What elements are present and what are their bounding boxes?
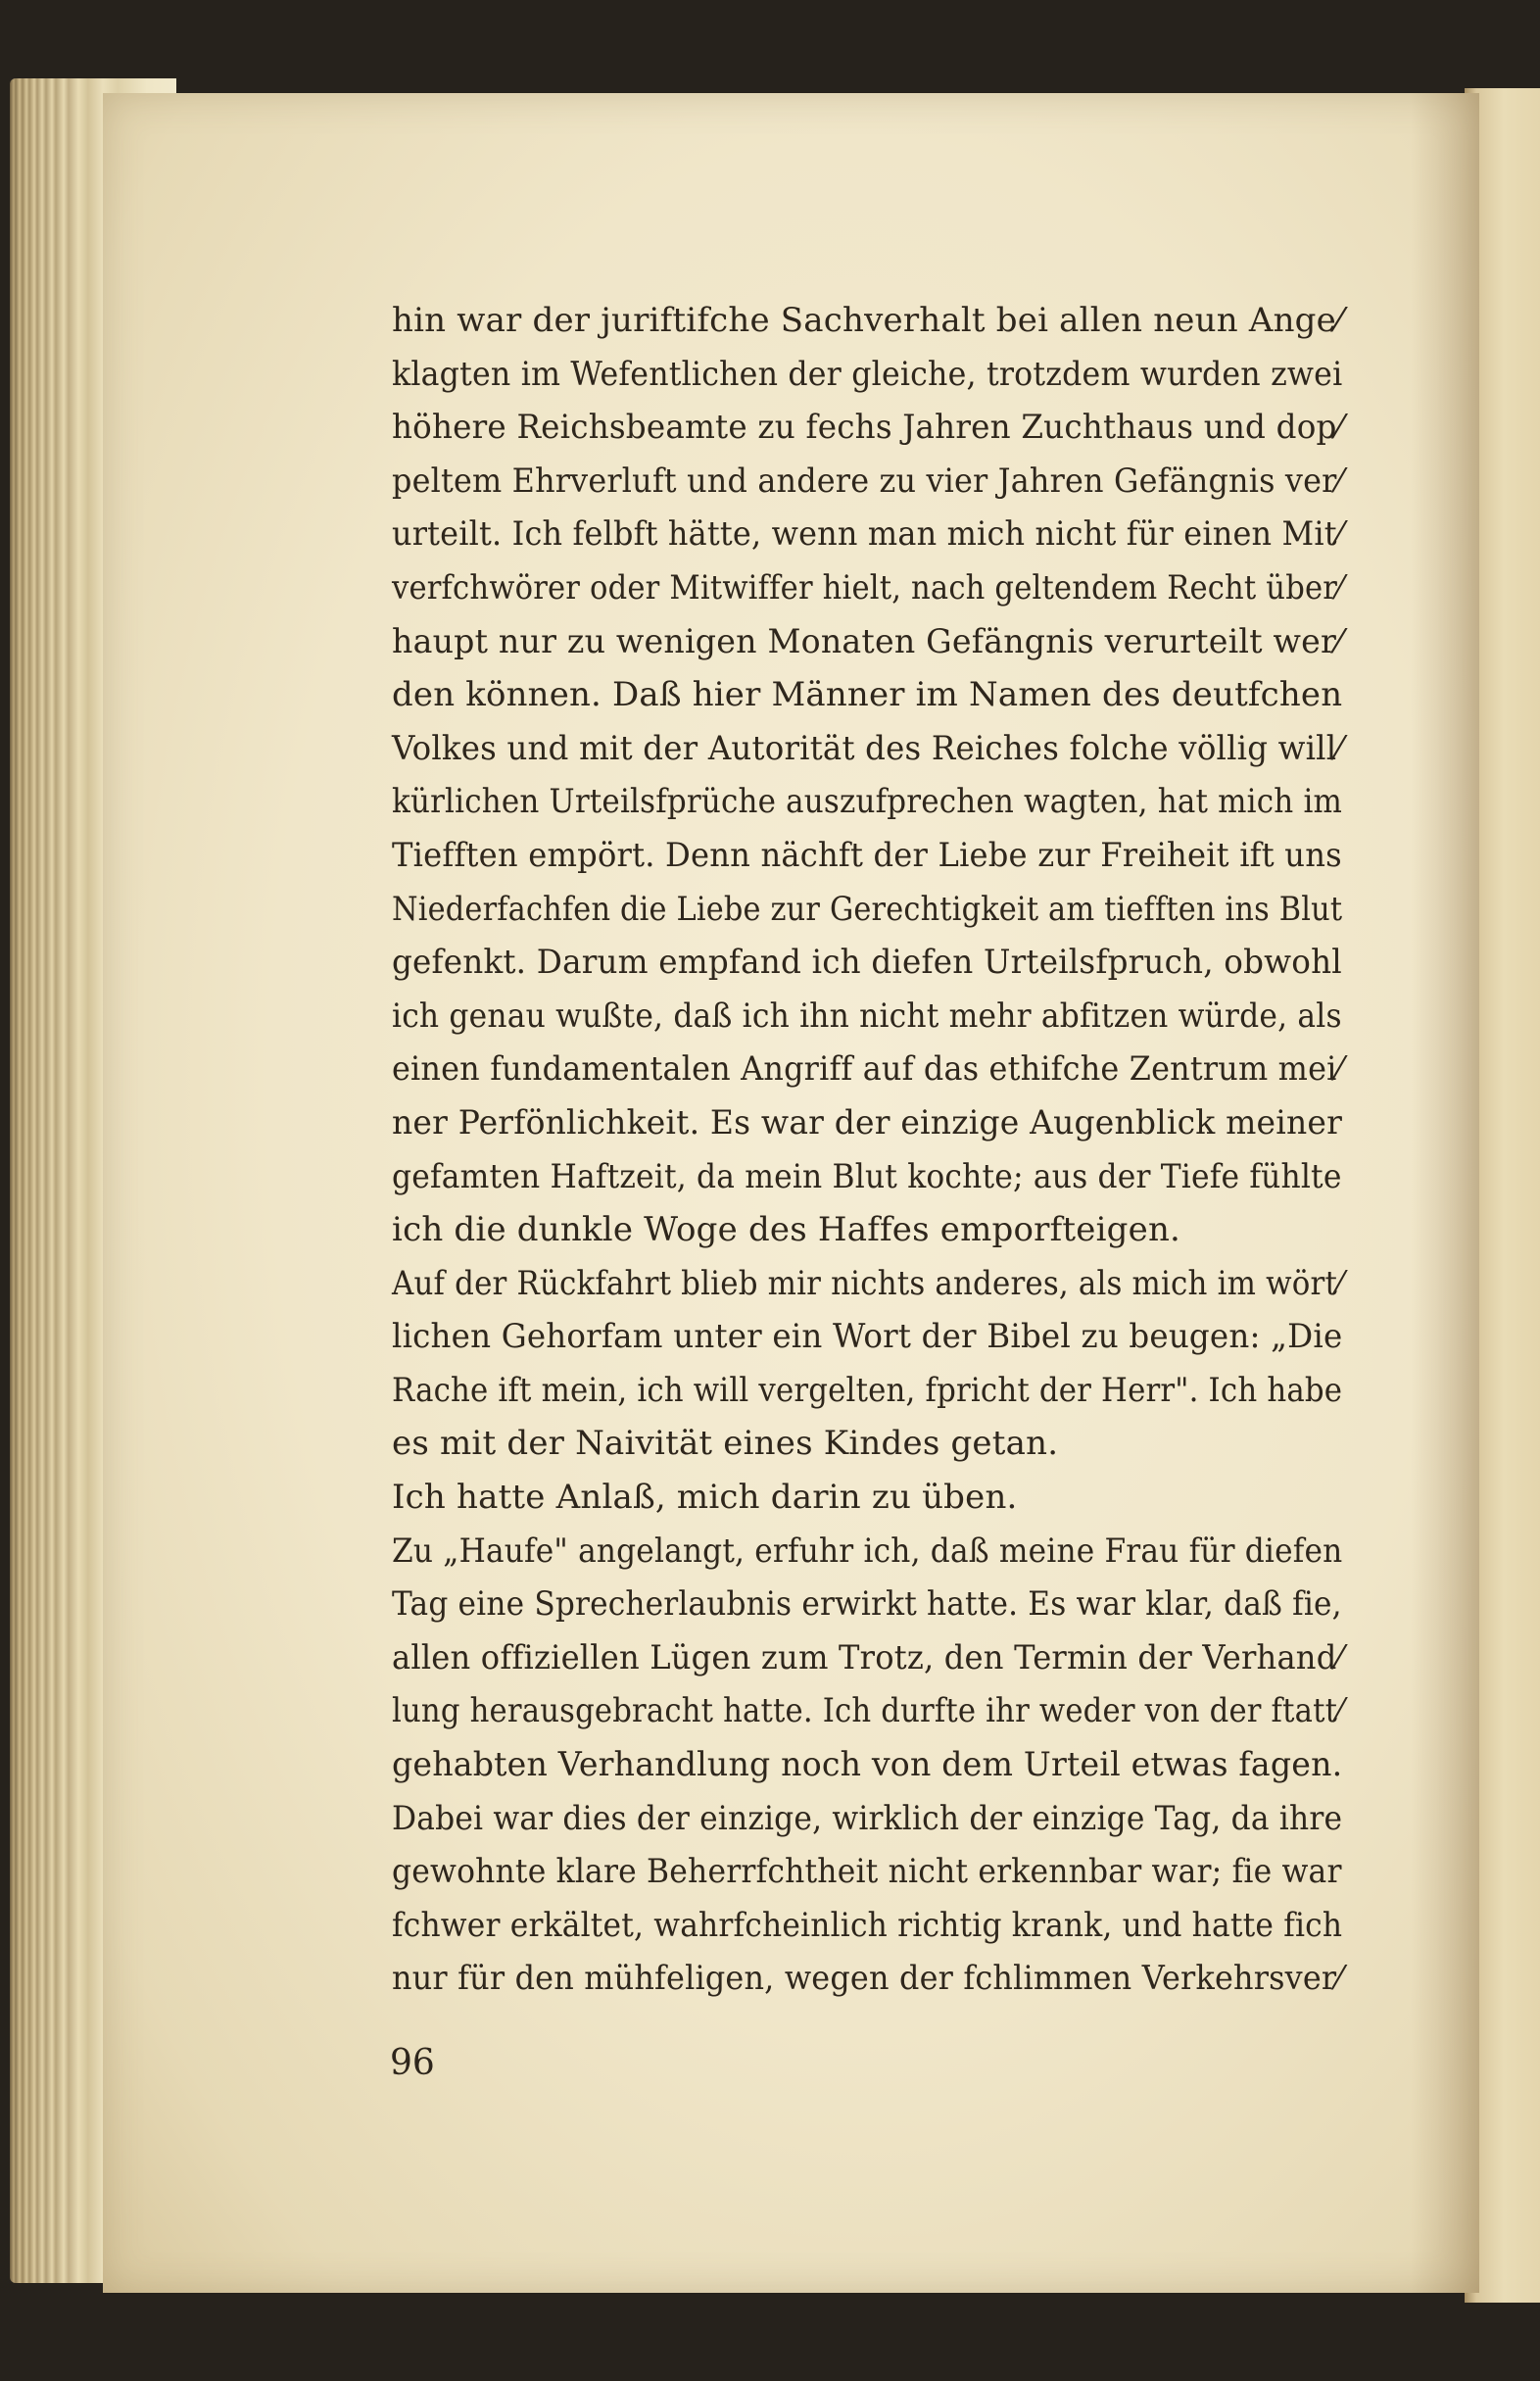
text-line: Niederfachfen die Liebe zur Gerechtigkeit am tiefften ins Blut [392, 889, 1343, 929]
text-line: gefenkt. Darum empfand ich diefen Urteilsfpruch, obwohl [392, 943, 1342, 983]
text-line: hin war der juriftifche Sachverhalt bei allen neun Ange⁄ [392, 301, 1342, 340]
text-line: gewohnte klare Beherrfchtheit nicht erkennbar war; fie war [392, 1852, 1342, 1892]
text-line: klagten im Wefentlichen der gleiche, trotzdem wurden zwei [392, 354, 1343, 394]
text-line: ich genau wußte, daß ich ihn nicht mehr abfitzen würde, als [392, 996, 1342, 1036]
text-line: Dabei war dies der einzige, wirklich der einzige Tag, da ihre [392, 1798, 1343, 1838]
text-line: höhere Reichsbeamte zu fechs Jahren Zuchthaus und dop⁄ [392, 408, 1343, 448]
text-line: Tag eine Sprecherlaubnis erwirkt hatte. Es war klar, daß fie, [392, 1584, 1342, 1625]
body-text [392, 294, 1342, 2006]
text-line: allen offiziellen Lügen zum Trotz, den Termin der Verhand⁄ [392, 1637, 1343, 1677]
text-line: den können. Daß hier Männer im Namen des deutfchen [392, 675, 1343, 715]
text-line: es mit der Naivität eines Kindes getan. [392, 1424, 1059, 1464]
text-line: fchwer erkältet, wahrfcheinlich richtig krank, und hatte fich [392, 1905, 1343, 1945]
text-line: Auf der Rückfahrt blieb mir nichts anderes, als mich im wört⁄ [392, 1263, 1343, 1303]
text-line: haupt nur zu wenigen Monaten Gefängnis verurteilt wer⁄ [392, 621, 1342, 661]
text-line: einen fundamentalen Angriff auf das ethifche Zentrum mei⁄ [392, 1049, 1343, 1090]
text-line: Tiefften empört. Denn nächft der Liebe zur Freiheit ift uns [392, 835, 1342, 875]
text-line: ich die dunkle Woge des Haffes emporfteigen. [392, 1210, 1181, 1250]
text-line: lung herausgebracht hatte. Ich durfte ihr weder von der ftatt⁄ [392, 1691, 1343, 1731]
text-line: Rache ift mein, ich will vergelten, fpricht der Herr". Ich habe [392, 1370, 1343, 1410]
text-line: kürlichen Urteilsfprüche auszufprechen wagten, hat mich im [392, 782, 1343, 822]
text-line: Zu „Haufe" angelangt, erfuhr ich, daß meine Frau für diefen [392, 1531, 1343, 1571]
gutter-shadow [1411, 93, 1479, 2293]
text-line: gefamten Haftzeit, da mein Blut kochte; aus der Tiefe fühlte [392, 1156, 1342, 1196]
text-line: lichen Gehorfam unter ein Wort der Bibel zu beugen: „Die [392, 1317, 1343, 1357]
text-line: gehabten Verhandlung noch von dem Urteil etwas fagen. [392, 1745, 1343, 1785]
text-line: Volkes und mit der Autorität des Reiches folche völlig will⁄ [392, 728, 1342, 768]
text-line: nur für den mühfeligen, wegen der fchlimmen Verkehrsver⁄ [392, 1959, 1342, 1999]
page-number: 96 [390, 2043, 435, 2083]
text-line: ner Perfönlichkeit. Es war der einzige Augenblick meiner [392, 1102, 1343, 1142]
text-line: urteilt. Ich felbft hätte, wenn man mich nicht für einen Mit⁄ [392, 514, 1343, 555]
text-line: Ich hatte Anlaß, mich darin zu üben. [392, 1478, 1018, 1518]
text-line: verfchwörer oder Mitwiffer hielt, nach geltendem Recht über⁄ [392, 567, 1343, 607]
text-line: peltem Ehrverluft und andere zu vier Jahren Gefängnis ver⁄ [392, 461, 1343, 501]
